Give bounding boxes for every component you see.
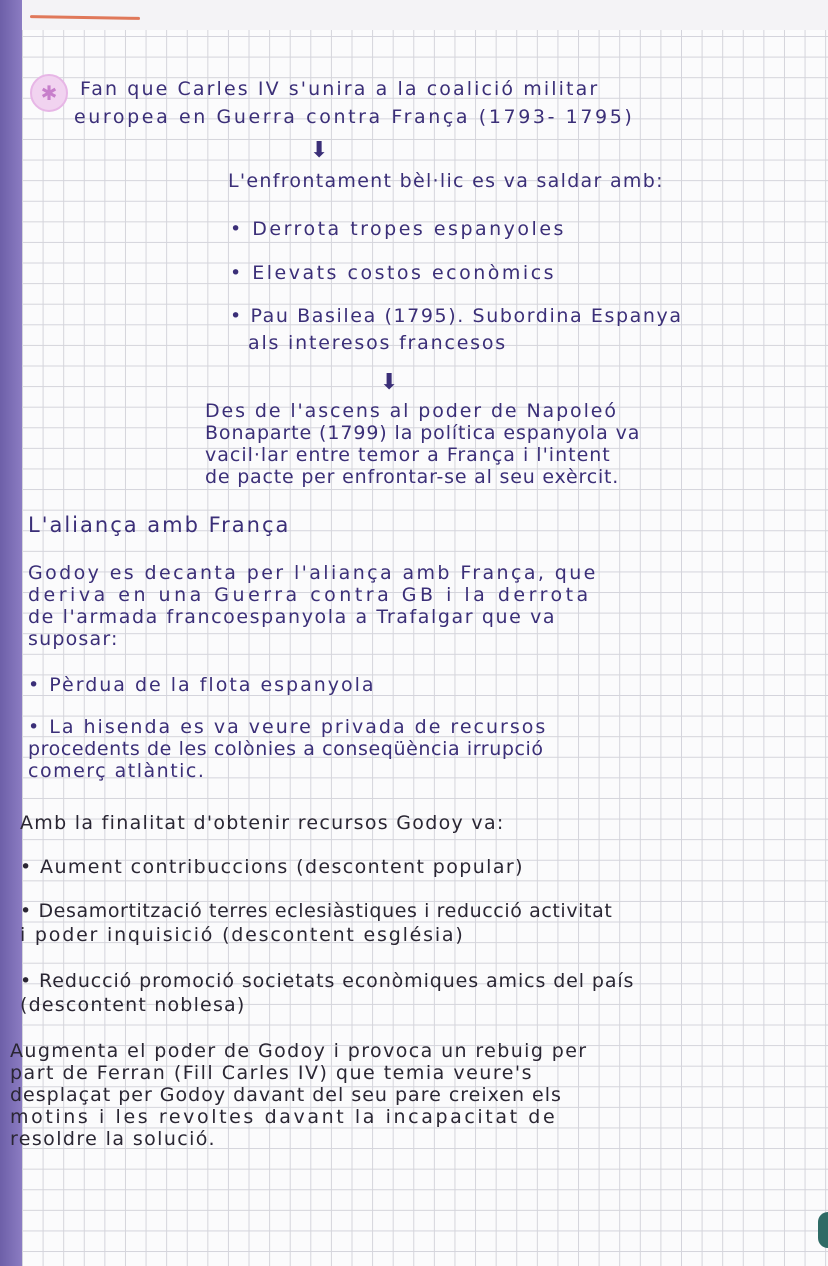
conclusion-line-2: part de Ferran (Fill Carles IV) que temia veure's	[10, 1062, 534, 1084]
bullet-desamortitzacio-line-1: • Desamortització terres eclesiàstiques i reducció activitat	[20, 900, 613, 922]
napoleo-line-3: vacil·lar entre temor a França i l'intent	[205, 444, 611, 466]
bullet-pau-line-1: • Pau Basilea (1795). Subordina Espanya	[230, 305, 683, 327]
alianca-paragraph-line-4: suposar:	[28, 628, 119, 650]
bullet-pau-line-2: als interesos francesos	[248, 332, 508, 354]
star-sticker-icon: ✱	[30, 74, 68, 112]
bullet-costos: • Elevats costos econòmics	[230, 262, 557, 284]
conclusion-line-4: motins i les revoltes davant la incapacitat de	[10, 1106, 558, 1128]
alianca-paragraph-line-1: Godoy es decanta per l'aliança amb França, que	[28, 562, 598, 584]
alianca-paragraph-line-2: deriva en una Guerra contra GB i la derrota	[28, 584, 592, 606]
top-marker-line	[30, 15, 140, 20]
finalitat-intro: Amb la finalitat d'obtenir recursos Godoy va:	[20, 812, 505, 834]
conclusion-line-1: Augmenta el poder de Godoy i provoca un rebuig per	[10, 1040, 588, 1062]
bullet-desamortitzacio-line-2: i poder inquisició (descontent església)	[20, 924, 465, 946]
consequence-title: L'enfrontament bèl·lic es va saldar amb:	[228, 170, 664, 192]
intro-line-1: Fan que Carles IV s'unira a la coalició militar	[80, 78, 600, 100]
napoleo-line-4: de pacte per enfrontar-se al seu exèrcit.	[205, 466, 620, 488]
intro-line-2: europea en Guerra contra França (1793- 1795)	[74, 106, 635, 128]
bullet-reduccio-line-2: (descontent noblesa)	[20, 994, 246, 1016]
arrow-down-icon: ⬇	[380, 370, 399, 395]
bullet-hisenda-line-1: • La hisenda es va veure privada de recursos	[28, 716, 548, 738]
napoleo-line-2: Bonaparte (1799) la política espanyola va	[205, 422, 641, 444]
bullet-perdua: • Pèrdua de la flota espanyola	[28, 674, 376, 696]
section-heading: L'aliança amb França	[28, 513, 291, 537]
conclusion-line-3: desplaçat per Godoy davant del seu pare creixen els	[10, 1084, 562, 1106]
bullet-reduccio-line-1: • Reducció promoció societats econòmiques amics del país	[20, 970, 635, 992]
bullet-contribuccions: • Aument contribuccions (descontent popular)	[20, 856, 524, 878]
bullet-derrota: • Derrota tropes espanyoles	[230, 218, 566, 240]
alianca-paragraph-line-3: de l'armada francoespanyola a Trafalgar que va	[28, 606, 557, 628]
bullet-hisenda-line-3: comerç atlàntic.	[28, 760, 206, 782]
napoleo-line-1: Des de l'ascens al poder de Napoleó	[205, 400, 618, 422]
bullet-hisenda-line-2: procedents de les colònies a conseqüència irrupció	[28, 738, 544, 760]
arrow-down-icon: ⬇	[310, 138, 329, 163]
page-edge-tab	[818, 1212, 828, 1248]
conclusion-line-5: resoldre la solució.	[10, 1128, 216, 1150]
